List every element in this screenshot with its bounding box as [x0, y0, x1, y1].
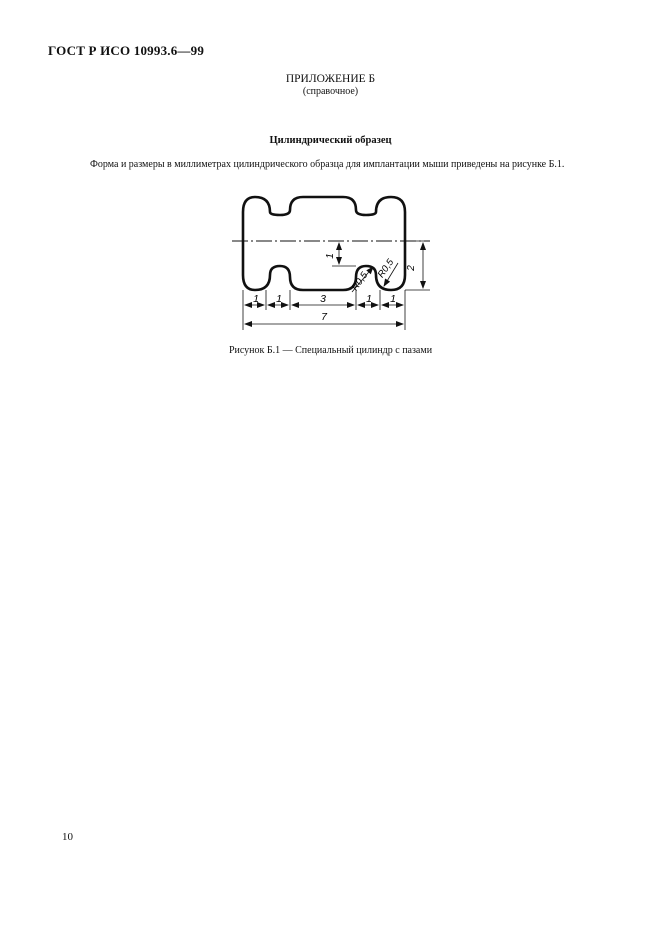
segment-label-5: 1 — [390, 293, 396, 305]
body-paragraph: Форма и размеры в миллиметрах цилиндрического образца для имплантации мыши приведены на рисунке Б.1. — [90, 159, 565, 170]
groove-depth-label: 1 — [325, 253, 336, 259]
section-title: Цилиндрический образец — [269, 135, 392, 146]
page-number: 10 — [62, 831, 73, 843]
total-length-label: 7 — [321, 311, 327, 323]
segment-label-2: 1 — [276, 293, 282, 305]
appendix-subtitle: (справочное) — [302, 86, 359, 97]
technical-drawing — [225, 192, 445, 342]
segment-label-4: 1 — [366, 293, 372, 305]
segment-label-1: 1 — [253, 293, 259, 305]
radius-label: 2 — [406, 265, 417, 271]
figure-caption: Рисунок Б.1 — Специальный цилиндр с пазами — [228, 345, 433, 356]
fillet-right-label: R0,5 — [375, 257, 397, 280]
segment-label-3: 3 — [320, 293, 326, 305]
document-code: ГОСТ Р ИСО 10993.6—99 — [48, 43, 205, 58]
appendix-title: ПРИЛОЖЕНИЕ Б — [285, 73, 376, 85]
fillet-left-label: R0,5 — [349, 270, 371, 293]
